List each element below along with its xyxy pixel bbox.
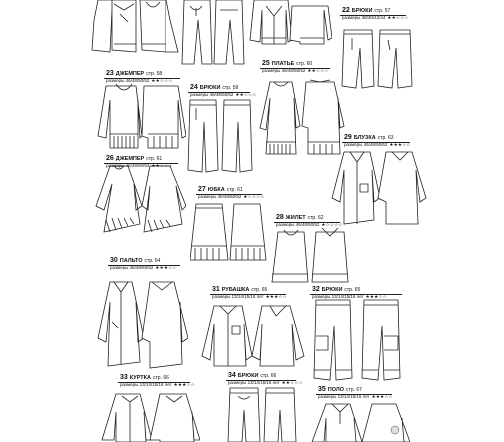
item-label-23 — [106, 70, 173, 83]
difficulty-stars: ★★★☆☆ — [371, 393, 393, 399]
item-number: 32 — [312, 286, 320, 293]
item-number: 24 — [190, 84, 198, 91]
sketch-32-cargo — [310, 293, 410, 386]
item-page: стр. 65 — [251, 287, 268, 293]
item-page: стр. 64 — [144, 258, 161, 264]
sketch-top-trousers — [180, 0, 250, 70]
sketch-top-blouse — [248, 0, 332, 52]
item-name: ПОЛО — [327, 387, 345, 393]
item-sizes: размеры 13/14/15/16 лет — [318, 393, 370, 399]
difficulty-stars: ★★★☆☆ — [365, 293, 387, 299]
item-label-22 — [342, 7, 409, 20]
item-name: БРЮКИ — [199, 85, 221, 91]
item-number: 30 — [110, 257, 118, 264]
difficulty-stars: ★★★☆☆ — [265, 293, 287, 299]
item-label-34 — [228, 372, 303, 385]
item-label-28 — [276, 214, 343, 227]
item-sizes: размеры 46/48/50/52 — [198, 193, 242, 199]
item-page: стр. 60 — [296, 61, 313, 67]
difficulty-stars: ★★☆☆☆ — [387, 14, 409, 20]
item-page: стр. 66 — [260, 373, 277, 379]
item-sizes: размеры 46/48/50/52 — [262, 67, 306, 73]
item-number: 23 — [106, 70, 114, 77]
item-label-26 — [106, 155, 173, 168]
item-number: 33 — [120, 374, 128, 381]
item-name: БРЮКИ — [321, 287, 343, 293]
item-sizes: размеры 13/14/15/16 лет — [312, 293, 364, 299]
item-number: 27 — [198, 186, 206, 193]
item-name: БЛУЗКА — [353, 135, 376, 141]
item-label-35 — [318, 386, 393, 399]
item-page: стр. 65 — [344, 287, 361, 293]
difficulty-stars: ★★☆☆☆ — [281, 379, 303, 385]
item-number: 31 — [212, 286, 220, 293]
sketch-29-blouse — [330, 148, 430, 230]
item-label-32 — [312, 286, 387, 299]
item-page: стр. 61 — [226, 187, 243, 193]
difficulty-stars: ★★★☆☆ — [389, 141, 411, 147]
sketch-33-jacket — [100, 390, 200, 442]
item-page: стр. 62 — [307, 215, 324, 221]
item-sizes: размеры 46/48/50/52 — [106, 77, 150, 83]
item-name: БРЮКИ — [237, 373, 259, 379]
item-name: ЖИЛЕТ — [285, 215, 306, 221]
difficulty-stars: ★★☆☆☆ — [235, 91, 257, 97]
item-page: стр. 59 — [222, 85, 239, 91]
item-name: ПЛАТЬЕ — [271, 61, 295, 67]
difficulty-stars: ★★★☆☆ — [155, 264, 177, 270]
sketch-24-trousers — [186, 96, 256, 176]
item-name: РУБАШКА — [221, 287, 250, 293]
item-number: 35 — [318, 386, 326, 393]
item-sizes: размеры 46/48/50/52 — [344, 141, 388, 147]
item-label-27 — [198, 186, 265, 199]
item-label-24 — [190, 84, 257, 97]
item-label-33 — [120, 374, 195, 387]
item-number: 25 — [262, 60, 270, 67]
item-label-31 — [212, 286, 287, 299]
sketch-25-dress — [256, 76, 346, 158]
sketch-35-polo — [310, 400, 410, 442]
item-name: БРЮКИ — [351, 8, 373, 14]
difficulty-stars: ★☆☆☆☆ — [321, 221, 343, 227]
item-page: стр. 63 — [377, 135, 394, 141]
sketch-27-skirt — [190, 198, 270, 270]
item-label-25 — [262, 60, 329, 73]
sketch-23-jumper — [96, 82, 186, 154]
item-label-29 — [344, 134, 411, 147]
item-number: 28 — [276, 214, 284, 221]
sketch-34-trousers — [226, 384, 300, 442]
item-sizes: размеры 46/48/50/52 — [190, 91, 234, 97]
item-page: стр. 58 — [146, 71, 163, 77]
item-sizes: размеры 13/14/15/16 лет — [120, 381, 172, 387]
item-page: стр. 67 — [346, 387, 362, 393]
item-name: КУРТКА — [129, 375, 151, 381]
sketch-30-coat — [96, 278, 188, 372]
item-page: стр. 57 — [374, 8, 391, 14]
item-number: 29 — [344, 134, 352, 141]
item-name: ПАЛЬТО — [119, 258, 143, 264]
sketch-22-trousers — [338, 24, 418, 96]
sketch-top-jumper — [90, 0, 185, 62]
item-sizes: размеры 46/48/50/52 — [106, 162, 150, 168]
difficulty-stars: ★☆☆☆☆ — [243, 193, 265, 199]
item-number: 26 — [106, 155, 114, 162]
sketch-28-vest — [268, 226, 352, 288]
item-name: ДЖЕМПЕР — [115, 156, 145, 162]
difficulty-stars: ★★☆☆☆ — [151, 162, 173, 168]
item-name: ДЖЕМПЕР — [115, 71, 145, 77]
item-number: 34 — [228, 372, 236, 379]
item-sizes: размеры 13/14/15/16 лет — [212, 293, 264, 299]
difficulty-stars: ★★☆☆☆ — [307, 67, 329, 73]
item-sizes: размеры 13/14/15/16 лет — [228, 379, 280, 385]
difficulty-stars: ★★☆☆☆ — [151, 77, 173, 83]
item-label-30 — [110, 257, 177, 270]
sketch-31-shirt — [200, 302, 306, 372]
item-page: стр. 66 — [153, 375, 169, 381]
item-number: 22 — [342, 7, 350, 14]
difficulty-stars: ★★★☆☆ — [173, 381, 195, 387]
item-sizes: размеры 46/48/50/52 — [276, 221, 320, 227]
item-page: стр. 61 — [146, 156, 163, 162]
item-name: ЮБКА — [207, 187, 225, 193]
item-sizes: размеры 38/40/42/44 — [342, 14, 386, 20]
sketch-26-jumper — [94, 162, 186, 236]
item-sizes: размеры 46/48/50/52 — [110, 264, 154, 270]
